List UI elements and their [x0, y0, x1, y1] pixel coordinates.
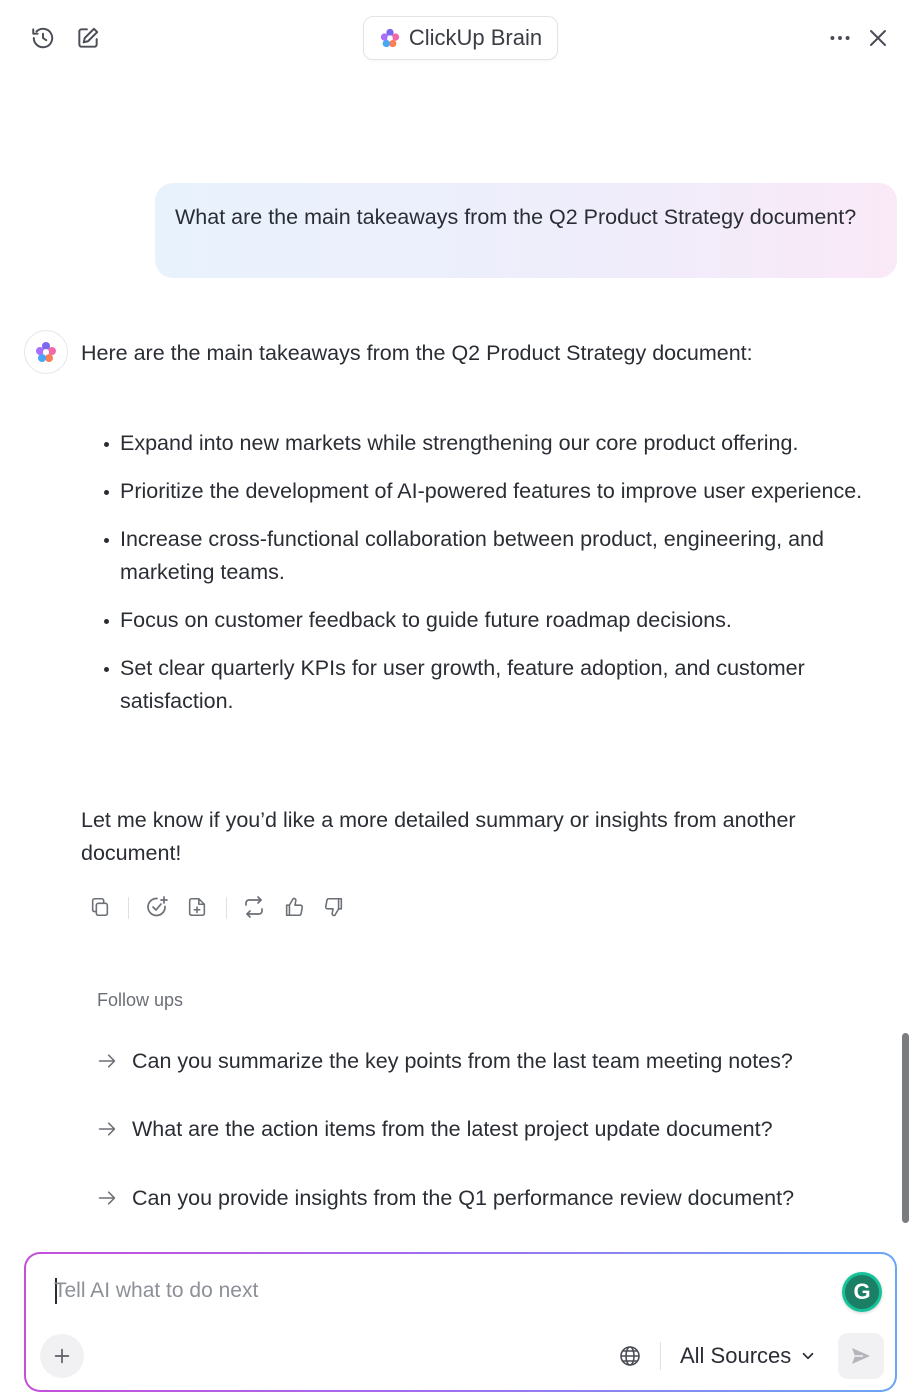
ai-prompt-input[interactable]	[54, 1274, 814, 1308]
web-search-button[interactable]	[616, 1342, 644, 1370]
panel-header	[0, 0, 910, 78]
action-divider	[128, 897, 129, 919]
follow-up-text: Can you summarize the key points from the last team meeting notes?	[132, 1048, 793, 1073]
arrow-right-icon	[96, 1050, 118, 1072]
list-item: Increase cross-functional collaboration between product, engineering, and marketing teams.	[100, 523, 880, 589]
send-button[interactable]	[838, 1333, 884, 1379]
follow-up-text: What are the action items from the latest project update document?	[132, 1116, 773, 1141]
new-chat-icon[interactable]	[72, 22, 104, 54]
composer-divider	[660, 1342, 661, 1370]
panel-title-button[interactable]	[363, 16, 558, 60]
ai-intro-text: Here are the main takeaways from the Q2 Product Strategy document:	[81, 341, 753, 365]
list-item: Expand into new markets while strengthening our core product offering.	[100, 427, 880, 460]
ai-composer	[24, 1252, 897, 1392]
ai-outro-text: Let me know if you’d like a more detailed summary or insights from another document!	[81, 808, 796, 865]
follow-up-item[interactable]	[96, 1044, 793, 1078]
copy-icon[interactable]	[86, 893, 114, 921]
send-icon	[849, 1344, 873, 1368]
clickup-brain-avatar-icon	[34, 340, 58, 364]
clickup-brain-icon	[379, 27, 401, 49]
arrow-right-icon	[96, 1187, 118, 1209]
user-message-bubble	[155, 183, 897, 278]
thumbs-down-icon[interactable]	[320, 893, 348, 921]
create-doc-icon[interactable]	[183, 893, 211, 921]
history-icon[interactable]	[27, 22, 59, 54]
thumbs-up-icon[interactable]	[280, 893, 308, 921]
user-message-text: What are the main takeaways from the Q2 Product Strategy document?	[175, 205, 857, 229]
follow-ups-label: Follow ups	[97, 990, 184, 1010]
action-divider	[226, 897, 227, 919]
takeaways-list	[100, 427, 880, 733]
sources-dropdown[interactable]	[680, 1338, 817, 1374]
list-item: Set clear quarterly KPIs for user growth, feature adoption, and customer satisfaction.	[100, 652, 880, 718]
follow-up-item[interactable]	[96, 1112, 773, 1146]
list-item: Prioritize the development of AI-powered features to improve user experience.	[100, 475, 880, 508]
panel-title: ClickUp Brain	[408, 25, 543, 50]
close-icon[interactable]	[862, 22, 894, 54]
plus-icon	[51, 1345, 73, 1367]
add-attachment-button[interactable]	[40, 1334, 84, 1378]
arrow-right-icon	[96, 1118, 118, 1140]
ai-avatar	[24, 330, 68, 374]
sources-label: All Sources	[680, 1343, 792, 1368]
chevron-down-icon	[799, 1347, 817, 1365]
follow-up-text: Can you provide insights from the Q1 performance review document?	[132, 1185, 795, 1210]
list-item: Focus on customer feedback to guide future roadmap decisions.	[100, 604, 880, 637]
scrollbar-thumb[interactable]	[902, 1033, 909, 1223]
grammarly-icon[interactable]: G	[842, 1272, 882, 1312]
globe-icon	[618, 1344, 642, 1368]
follow-up-item[interactable]	[96, 1181, 794, 1215]
more-icon[interactable]	[824, 22, 856, 54]
create-task-icon[interactable]	[143, 893, 171, 921]
regenerate-icon[interactable]	[240, 893, 268, 921]
